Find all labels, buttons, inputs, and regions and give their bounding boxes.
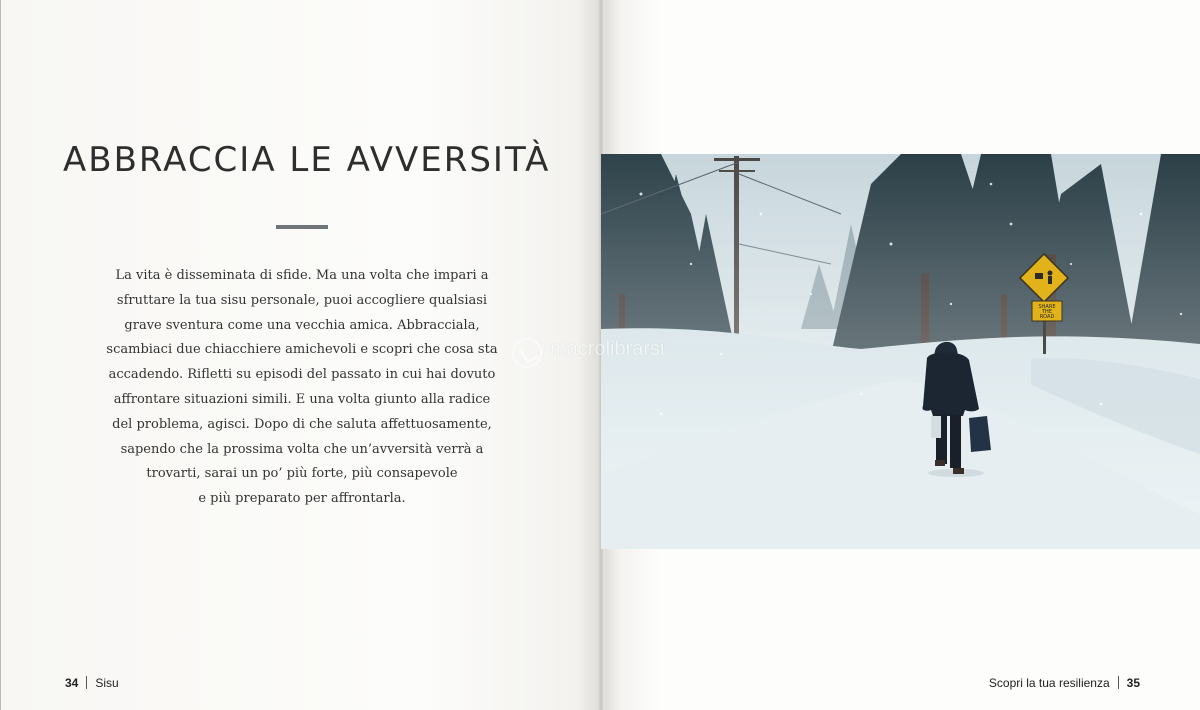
right-folio xyxy=(989,676,1140,690)
body-paragraph xyxy=(89,264,515,512)
chapter-title: ABBRACCIA LE AVVERSITÀ xyxy=(63,140,551,180)
left-folio xyxy=(65,676,119,690)
sign-line: SHARE xyxy=(1038,304,1056,310)
paragraph-line: trovarti, sarai un po’ più forte, più consapevole xyxy=(146,466,458,482)
sign-line: THE xyxy=(1042,309,1052,315)
paragraph-line: La vita è disseminata di sfide. Ma una volta che impari a xyxy=(115,268,489,283)
watermark-text: macrolibrarsi xyxy=(550,338,665,360)
folio-separator xyxy=(86,676,87,689)
title-rule xyxy=(276,225,328,229)
photo-illustration xyxy=(601,154,1200,549)
page-number: 34 xyxy=(65,676,79,690)
sign-line: ROAD xyxy=(1039,314,1055,320)
paragraph-line: scambiaci due chiacchiere amichevoli e scopri che cosa sta xyxy=(106,342,498,358)
paragraph-line: e più preparato per affrontarla. xyxy=(198,491,406,507)
paragraph-line: sapendo che la prossima volta che un’avversità verrà a xyxy=(120,441,484,457)
paragraph-line: accadendo. Rifletti su episodi del passato in cui hai dovuto xyxy=(108,367,496,383)
paragraph-line: del problema, agisci. Dopo di che saluta affettuosamente, xyxy=(112,416,492,432)
paragraph-line: sfruttare la tua sisu personale, puoi accogliere qualsiasi xyxy=(116,292,488,308)
paragraph-line: grave sventura come una vecchia amica. Abbracciala, xyxy=(124,317,480,333)
paragraph-line: affrontare situazioni simili. E una volta giunto alla radice xyxy=(113,391,491,407)
snow-road-photo xyxy=(601,154,1200,549)
page-number: 35 xyxy=(1126,676,1140,690)
running-header: Scopri la tua resilienza xyxy=(988,676,1110,690)
folio-separator xyxy=(1118,676,1119,689)
running-header: Sisu xyxy=(95,676,119,690)
